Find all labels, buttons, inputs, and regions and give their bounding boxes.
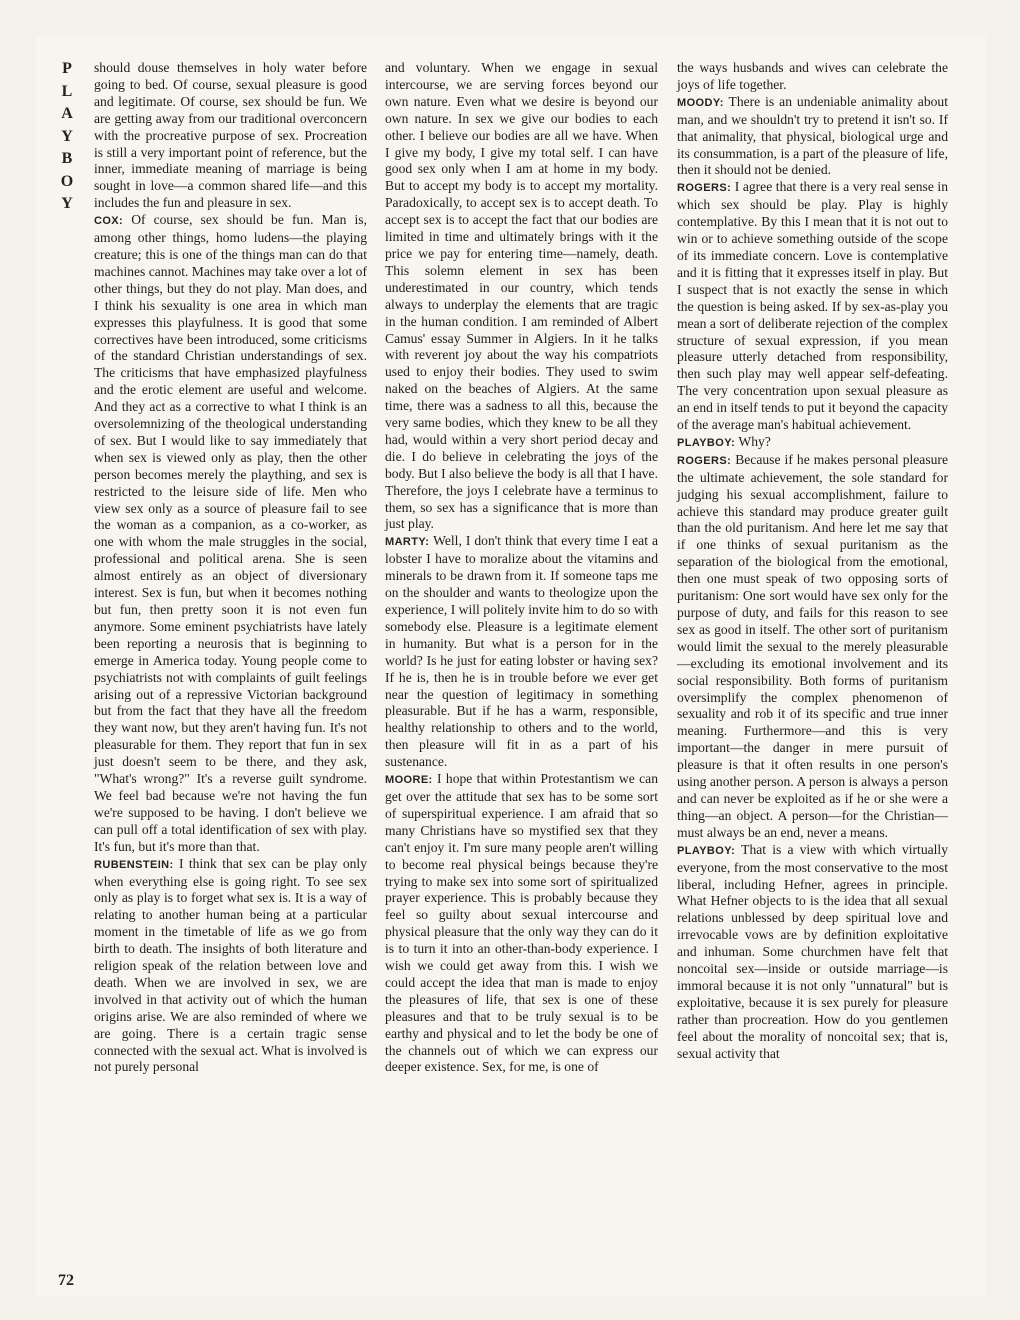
speaker-label: RUBENSTEIN: xyxy=(94,858,174,871)
paragraph xyxy=(677,94,948,180)
speaker-label: MOORE: xyxy=(385,774,433,787)
masthead-letter: Y xyxy=(61,127,73,145)
masthead-letter: Y xyxy=(61,195,73,212)
masthead-letter: L xyxy=(61,82,73,100)
masthead-letter: P xyxy=(62,60,72,77)
masthead-letter: B xyxy=(61,150,73,167)
speaker-label: PLAYBOY: xyxy=(677,844,736,857)
masthead-letter: A xyxy=(61,105,73,122)
text-column-3 xyxy=(677,60,948,1062)
paragraph xyxy=(677,452,948,842)
paragraph-text: I hope that within Protestantism we can get over the attitude that sex has to be some sort of superspiritual experience. I am afraid that so many Christians have so mystified sex that they can't enjoy it. I'm sure many people aren't willing to become real physical beings because they're trying to make sex into some sort of spiritualized prayer experience. This is probably because they feel so guilty about sexual intercourse and physical pleasure that the only way they can do it is to turn it into an other-than-body experience. I wish we could get away from this. I wish we could accept the idea that man is made to enjoy the pleasures of life, that sex is one of these pleasures and that to be truly sexual is to be earthy and physical and to let the body be one of the channels out of which we can express our deeper existence. Sex, for me, is one of xyxy=(385,771,658,1075)
paragraph-text: I agree that there is a very real sense in which sex should be play. Play is highly contemplative. By this I mean that it is not out to win or to achieve something outside of the scope of its immediate concern. Love is contemplative and it is fitting that it expresses itself in play. But I suspect that is not exactly the sense in which the question is being asked. If by sex-as-play you mean a sort of deliberate rejection of the complex structure of sexual expression, if you mean pleasure utterly detached from responsibility, then such play may well appear self-defeating. The very concentration upon sexual pleasure as an end in itself tends to put it beyond the capacity of the average man's habitual achievement. xyxy=(677,179,948,433)
speaker-label: MARTY: xyxy=(385,536,430,549)
text-column-1 xyxy=(94,60,367,1076)
speaker-label: ROGERS: xyxy=(677,454,732,467)
paragraph-text: the ways husbands and wives can celebrate the joys of life together. xyxy=(677,60,948,92)
paragraph-text: Of course, sex should be fun. Man is, among other things, homo ludens—the playing creature; this is one of the things man can do that machines cannot. Machines may take over a lot of other things, but they do not play. Man does, and I think his sexuality is one area in which man expresses this playfulness. It is good that some correctives have been introduced, some criticisms of the standard Christian understandings of sex. The criticisms that have emphasized playfulness and the erotic element are useful and welcome. And they act as a corrective to what I think is an oversolemnizing of the theological understanding of sex. But I would like to say immediately that when sex is viewed only as play, then the other person becomes merely the plaything, and sex is restricted to the leisure side of life. Men who view sex only as a source of pleasure fail to see the woman as a companion, as a co-worker, as one with whom the male struggles in the social, professional and political arena. She is seen almost entirely as an object of diversionary interest. Sex is fun, but when it becomes nothing but fun, then pretty soon it is not even fun anymore. Some eminent psychiatrists have lately been reporting a neurosis that is beginning to emerge in America today. Young people come to psychiatrists not with complaints of guilt feelings arising out of a repressive Victorian background but from the fact that they have all the freedom they want now, but they aren't having fun. It's not pleasurable for them. They report that fun in sex just doesn't seem to be there, and they ask, "What's wrong?" It's a reverse guilt syndrome. We feel bad because we're not having the fun we're supposed to be having. I don't believe we can pull off a total identification of sex with play. It's fun, but it's more than that. xyxy=(94,212,367,854)
paragraph-text: I think that sex can be play only when everything else is going right. To see sex only as play is to forget what sex is. It is a way of relating to another human being at a particular moment in the timetable of life as we go from birth to death. The insights of both literature and religion speak of the relation between love and death. When we are involved in sex, we are involved in that activity out of which the human origins arise. We are also reminded of where we are going. There is a certain tragic sense connected with the sexual act. What is involved is not purely personal xyxy=(94,855,368,1075)
paragraph xyxy=(677,434,948,452)
paragraph xyxy=(94,856,367,1077)
masthead-letter: O xyxy=(60,172,74,190)
paragraph xyxy=(94,212,367,855)
paragraph-text: Well, I don't think that every time I eat a lobster I have to moralize about the vitamins and minerals to be drawn from it. If someone taps me on the shoulder and wants to theologize upon the experience, I will politely invite him to do so with somebody else. Pleasure is a legitimate element in humanity. But what is a person for in the world? Is he just for eating lobster or having sex? If he is, then he is in trouble before we ever get near the question of legitimacy in something pleasurable. But if he has a warm, responsible, healthy relationship to others and to the world, then pleasure will fit in as a part of his sustenance. xyxy=(385,533,658,770)
paragraph xyxy=(677,60,948,94)
paragraph-text: Because if he makes personal pleasure the ultimate achievement, the sole standard for judging his sexual accomplishment, failure to achieve this standard may produce greater guilt than the old puritanism. And here let me say that if one thinks of sexual puritanism as the separation of the biological from the emotional, then one must speak of two opposing sorts of puritanism: One sort would have sex only for the purpose of duty, and fails for this reason to see sex as good in itself. The other sort of puritanism would limit the sexual to the merely pleasurable—excluding its emotional involvement and its social responsibility. Both forms of puritanism oversimplify the complex phenomenon of sexuality and rob it of its specific and true inner meaning. Furthermore—and this is very important—the danger in mere pursuit of pleasure is that it often results in one person's using another person. A person is always a person and can never be exploited as if he or she were a thing—an object. A person—for the Christian—must always be an end, never a means. xyxy=(677,451,948,840)
masthead-vertical xyxy=(56,58,78,216)
text-column-2 xyxy=(385,60,658,1076)
page-number: 72 xyxy=(58,1272,74,1289)
speaker-label: COX: xyxy=(94,215,124,228)
speaker-label: PLAYBOY: xyxy=(677,436,736,449)
paragraph xyxy=(385,60,658,533)
paragraph xyxy=(677,842,948,1063)
speaker-label: MOODY: xyxy=(677,96,724,109)
paragraph-text: should douse themselves in holy water before going to bed. Of course, sexual pleasure is good and legitimate. Of course, sex should be fun. We are getting away from our traditional overconcern with the procreative purpose of sex. Procreation is still a very important point of reference, but the inner, immediate meaning of marriage is being sought in love—a common shared life—and this includes the fun and pleasure in sex. xyxy=(94,60,367,211)
paragraph xyxy=(677,179,948,434)
paragraph xyxy=(94,60,367,212)
paragraph xyxy=(385,771,658,1076)
paragraph-text: There is an undeniable animality about man, and we shouldn't try to pretend it isn't so. If that animality, that physical, biological urge and its consummation, is a part of the pleasure of life, then it should not be denied. xyxy=(677,93,949,178)
paragraph-text: That is a view with which virtually everyone, from the most conservative to the most liberal, including Hefner, agrees in principle. What Hefner objects to is the idea that all sexual relations unblessed by deep spiritual love and irrevocable vows are by definition exploitative and inhuman. Some churchmen have felt that noncoital sex—inside or outside marriage—is immoral because it is not only "unnatural" but is exploitative, because it is sex purely for pleasure rather than procreation. How do you gentlemen feel about the morality of noncoital sex; that is, sexual activity that xyxy=(677,841,948,1061)
speaker-label: ROGERS: xyxy=(677,182,732,195)
paragraph xyxy=(385,533,658,771)
paragraph-text: and voluntary. When we engage in sexual intercourse, we are serving forces beyond our own nature. Even what we desire is beyond our own nature. In sex we give our bodies to each other. I believe our bodies are all we have. When I give my body, I give my total self. I can have good sex only when I am at home in my body. But to accept my body is to accept my mortality. Paradoxically, to accept sex is to accept death. To accept sex is to accept the fact that our bodies are limited in time and ultimately brings with it the price we pay for entering time—namely, death. This solemn element in sex has been underestimated in our country, which tends always to underplay the elements that are tragic in the human condition. I am reminded of Albert Camus' essay Summer in Algiers. In it he talks with reverent joy about the way his compatriots used to enjoy their bodies. They used to swim naked on the beaches of Algiers. At the same time, there was a sadness to all this, because the very same bodies, which they knew to be all they had, would within a very short period decay and die. I do believe in celebrating the joys of the body. But I also believe the body is all that I have. Therefore, the joys I celebrate have a terminus to them, so sex has a significance that is more than just play. xyxy=(385,60,658,532)
paragraph-text: Why? xyxy=(738,433,771,449)
